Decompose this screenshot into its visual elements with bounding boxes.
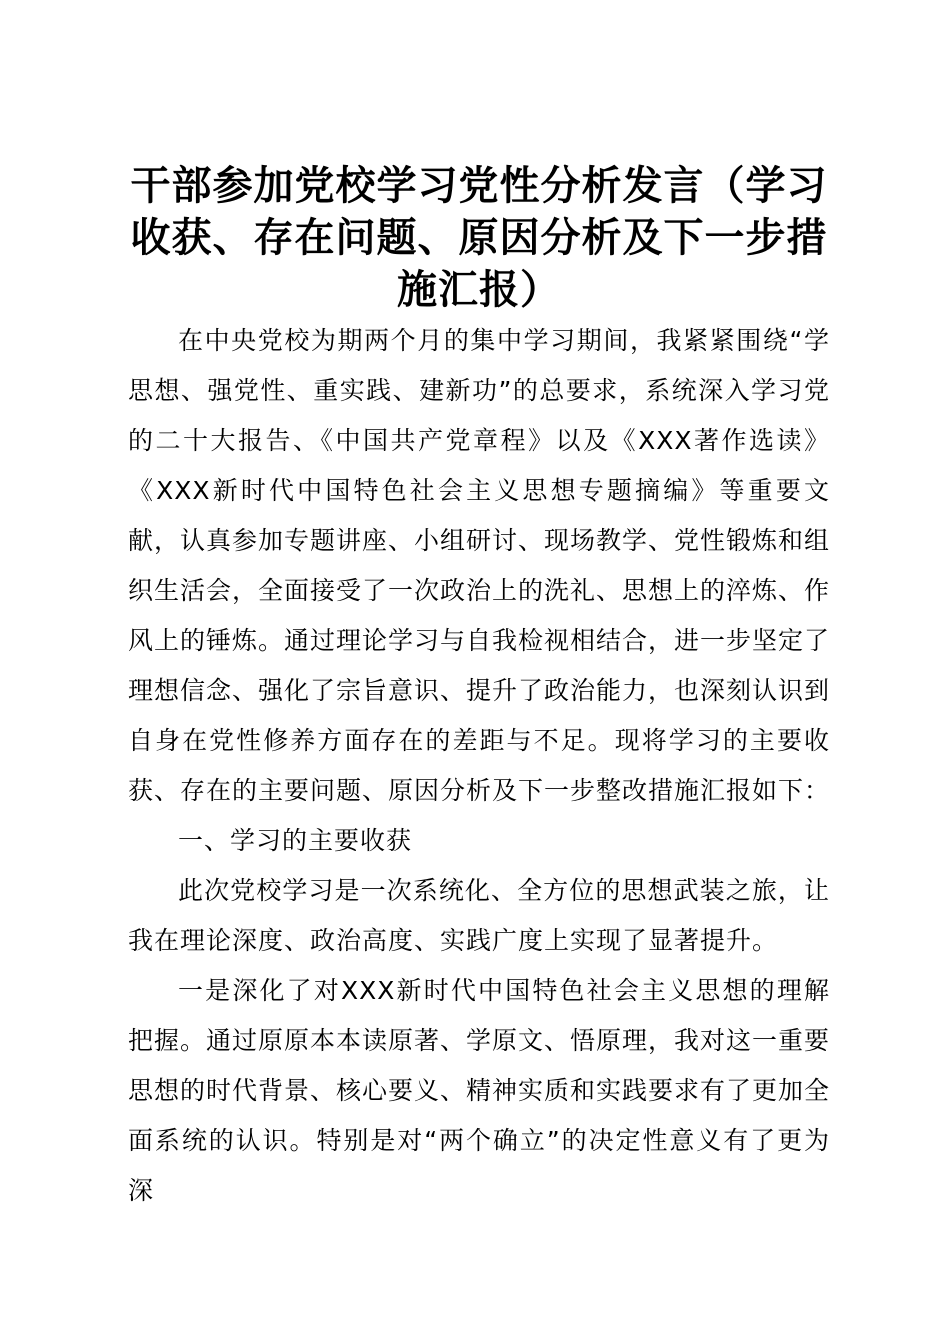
section-1-paragraph: 一是深化了对XXX新时代中国特色社会主义思想的理解把握。通过原原本本读原著、学原文、悟原理，我对这一重要思想的时代背景、核心要义、精神实质和实践要求有了更加全面系统的认识。特别是对“两个确立”的决定性意义有了更为深 [128,976,831,1205]
document-title: 干部参加党校学习党性分析发言（学习收获、存在问题、原因分析及下一步措施汇报） [130,162,828,313]
document-content [128,160,830,1216]
section-1-paragraph: 此次党校学习是一次系统化、全方位的思想武装之旅，让我在理论深度、政治高度、实践广度上实现了显著提升。 [128,876,830,955]
section-heading-main-gains: 一、学习的主要收获 [178,826,413,855]
intro-paragraph: 在中央党校为期两个月的集中学习期间，我紧紧围绕“学思想、强党性、重实践、建新功”的总要求，系统深入学习党的二十大报告、《中国共产党章程》以及《XXX著作选读》《XXX新时代中国特色社会主义思想专题摘编》等重要文献，认真参加专题讲座、小组研讨、现场教学、党性锻炼和组织生活会，全面接受了一次政治上的洗礼、思想上的淬炼、作风上的锤炼。通过理论学习与自我检视相结合，进一步坚定了理想信念、强化了宗旨意识、提升了政治能力，也深刻认识到自身在党性修养方面存在的差距与不足。现将学习的主要收获、存在的主要问题、原因分析及下一步整改措施汇报如下： [128,326,831,805]
